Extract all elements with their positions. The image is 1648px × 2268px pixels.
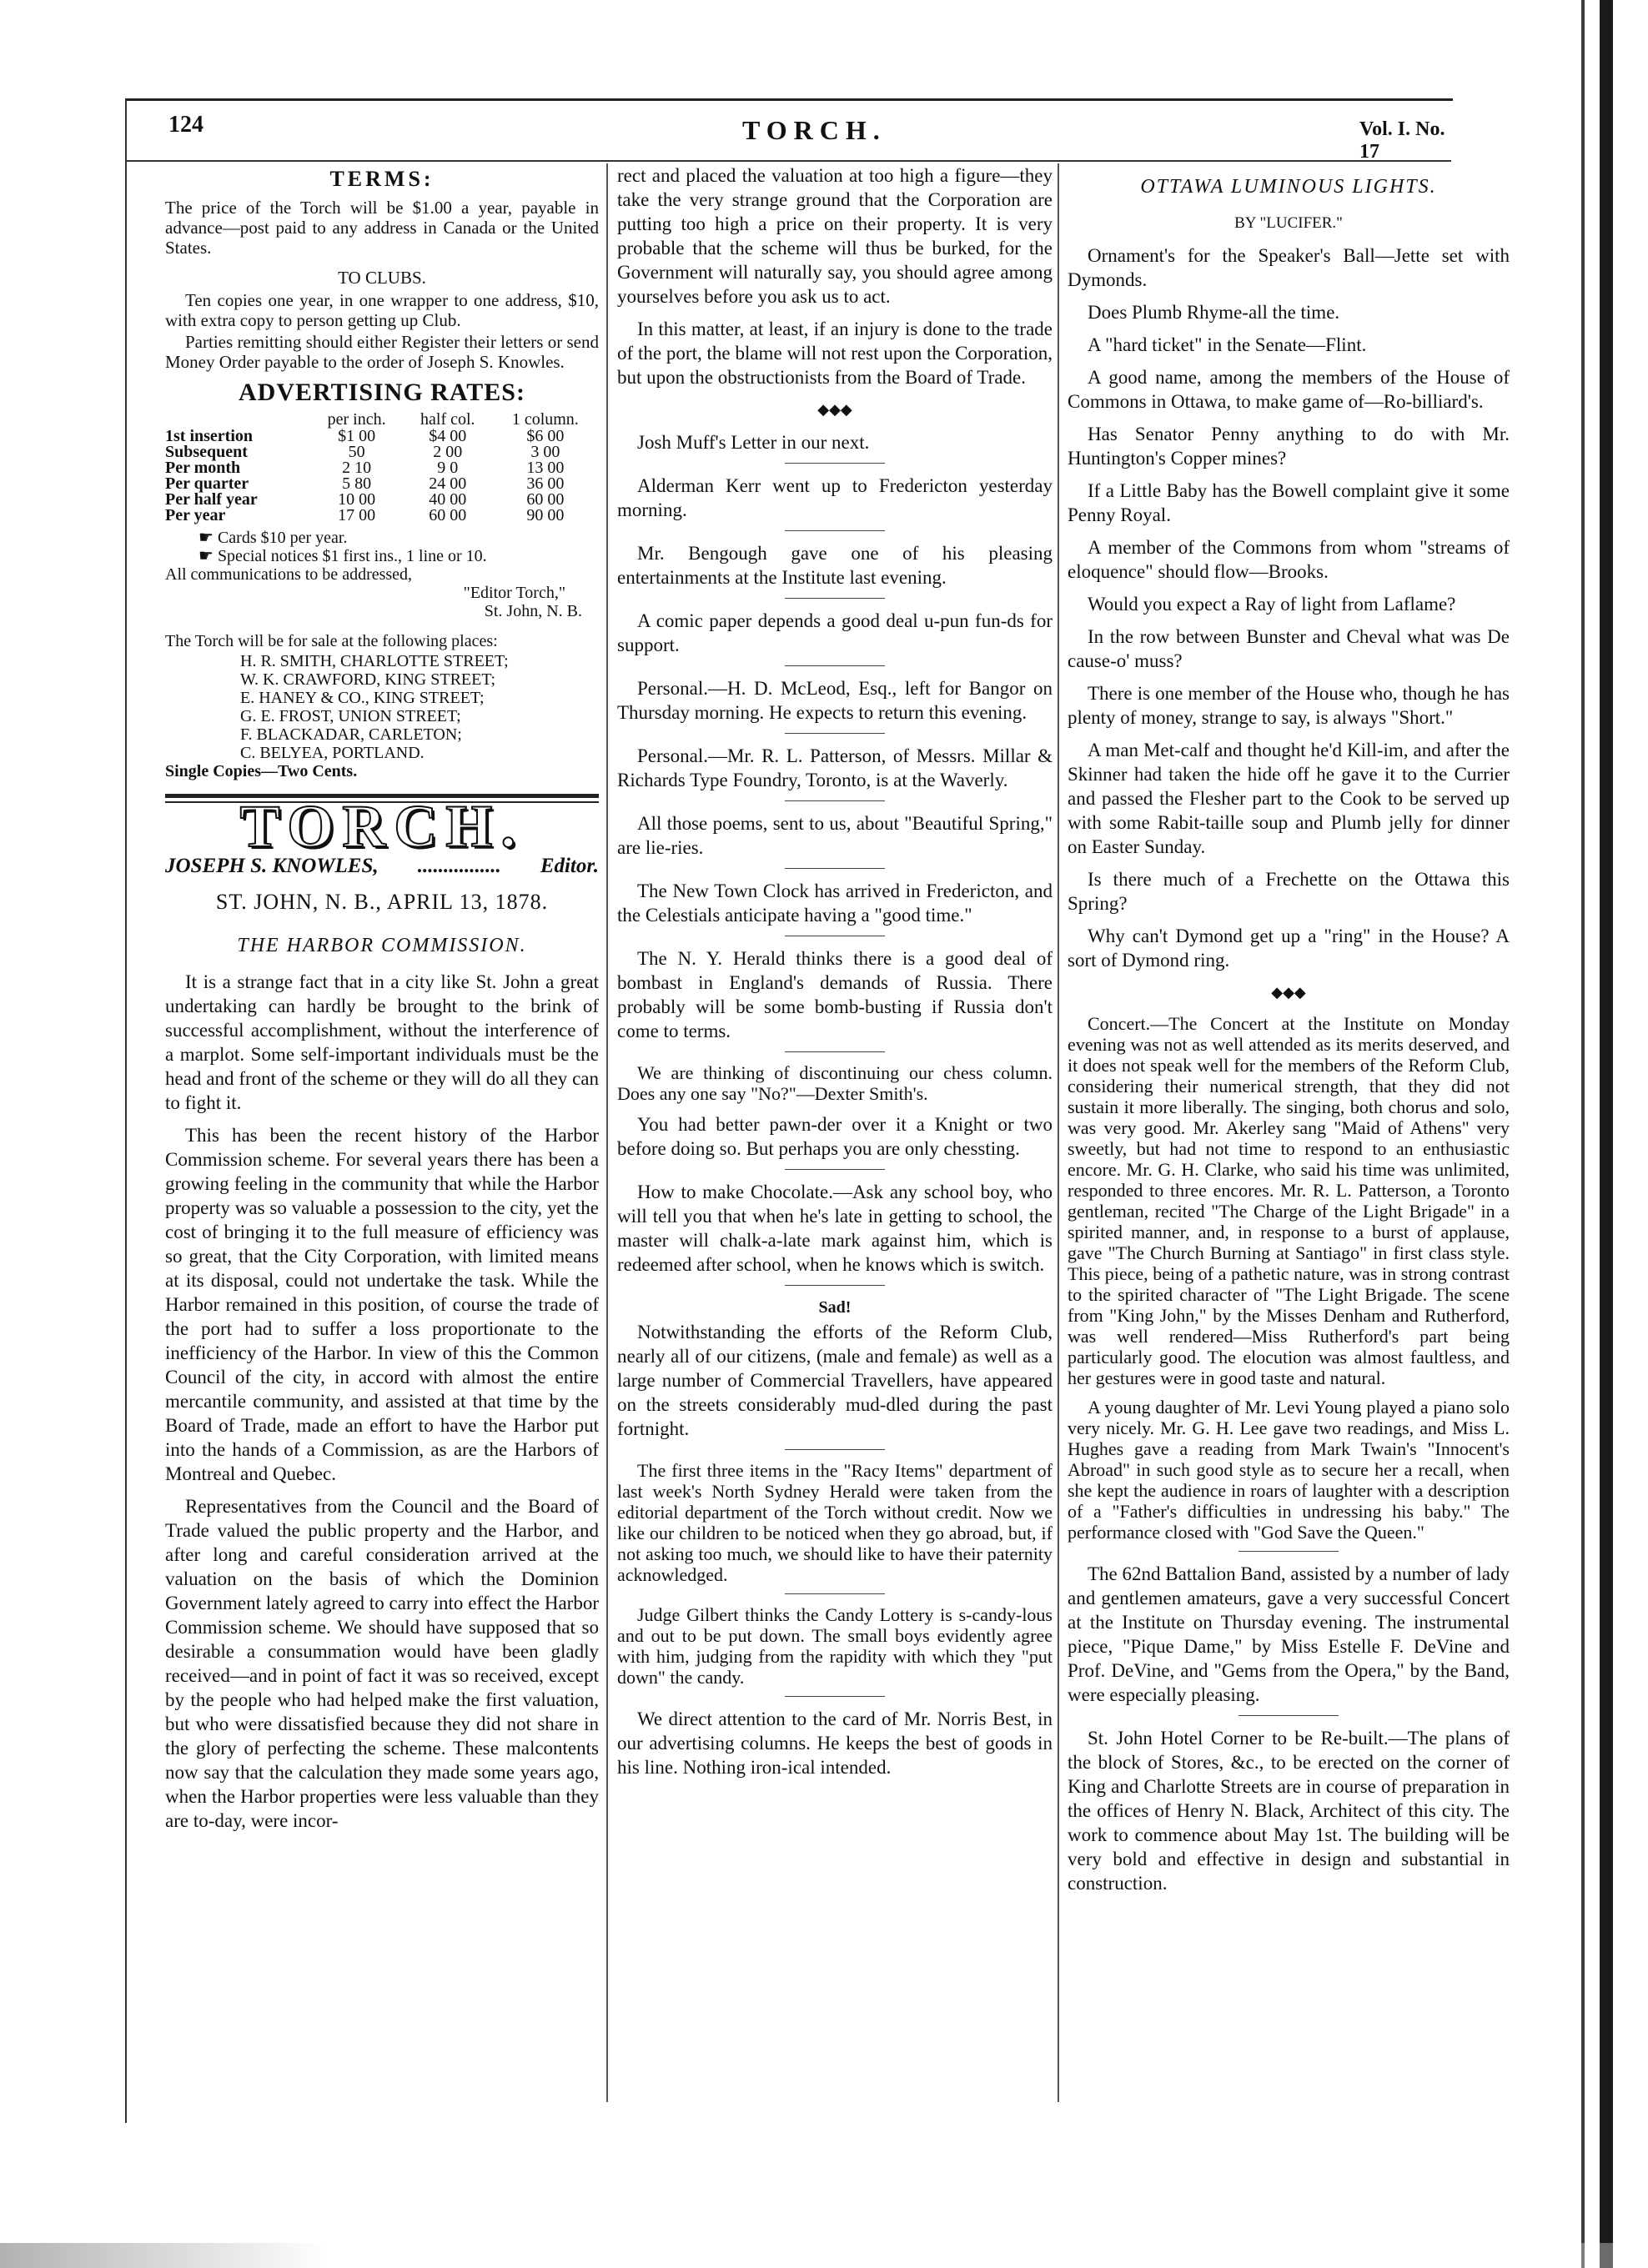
news-item: Mr. Bengough gave one of his pleasing entertainments at the Institute last evening. (617, 543, 1053, 588)
short-rule (785, 665, 885, 666)
news-item: You had better pawn-der over it a Knight or two before doing so. But perhaps you are only chessting. (617, 1114, 1053, 1159)
special-text: Special notices $1 first ins., 1 line or 10. (217, 547, 487, 565)
news-item: The first three items in the "Racy Items" department of last week's North Sydney Herald were taken from the editorial department of the Torch without credit. Now we like our children to be noticed when they go abroad, but, if not asking too much, we should like to have their paternity acknowledged. (617, 1460, 1053, 1585)
table-row: Per quarter 5 80 24 00 36 00 (165, 474, 565, 493)
list-item: A man Met-calf and thought he'd Kill-im, and after the Skinner had taken the hide off he gave it to the Currier and passed the Flesher part to the Cook to be served up with some Rabit-taille soup and Plumb jelly for dinner on Easter Sunday. (1068, 740, 1510, 857)
table-row: 1st insertion $1 00 $4 00 $6 00 (165, 427, 565, 445)
agent-list (240, 652, 599, 762)
news-item: Personal.—H. D. McLeod, Esq., left for Bangor on Thursday morning. He expects to return this evening. (617, 678, 1053, 723)
special-note: ☛ Special notices $1 first ins., 1 line or 10. (198, 547, 487, 565)
list-item: Ornament's for the Speaker's Ball—Jette set with Dymonds. (1068, 245, 1510, 290)
news-item: The N. Y. Herald thinks there is a good deal of bombast in England's demands of Russia. There probably will be some bomb-busting if Russia don't come to terms. (617, 948, 1053, 1041)
masthead: TORCH. (239, 793, 525, 860)
clubs-text: Ten copies one year, in one wrapper to one address, $10, with extra copy to person getting up Club. (165, 290, 599, 330)
paragraph: rect and placed the valuation at too high a figure—they take the very strange ground that the Corporation are putting too high a price on their property. It is very probable that the scheme will thus be burked, for the Government will naturally say, you should agree among yourselves before you ask us to act. (617, 165, 1053, 307)
table-row: Per month 2 10 9 0 13 00 (165, 459, 565, 477)
terms-title: TERMS: (329, 167, 435, 191)
news-item: All those poems, sent to us, about "Beautiful Spring," are lie-ries. (617, 813, 1053, 858)
list-item: G. E. FROST, UNION STREET; (240, 707, 461, 725)
list-item: A good name, among the members of the House of Commons in Ottawa, to make game of—Ro-billiard's. (1068, 367, 1510, 412)
paragraph: Representatives from the Council and the Board of Trade valued the public property and the Harbor, and after long and careful consideration arrived at the valuation on the basis of which the Dominion Government lately agreed to carry into effect the Harbor Commission scheme. We should have supposed that so desirable a consummation would have been gladly received—and in point of fact it was so received, except by the people who had helped make the first valuation, but who were dissatisfied because they did not share in the glory of perfecting the scheme. These malcontents now say that the calculation they made some years ago, when the Harbor properties were less valuable than they are to-day, were incor- (165, 1496, 599, 1831)
list-item: If a Little Baby has the Bowell complaint give it some Penny Royal. (1068, 480, 1510, 525)
list-item: W. K. CRAWFORD, KING STREET; (240, 670, 496, 689)
short-rule (785, 1449, 885, 1450)
list-item: E. HANEY & CO., KING STREET; (240, 689, 485, 707)
news-item: How to make Chocolate.—Ask any school boy, who will tell you that when he's late in getting to school, the master will chalk-a-late mark against him, which is redeemed after school, when he knows which is switch. (617, 1182, 1053, 1275)
rates-header (165, 411, 309, 429)
list-item: F. BLACKADAR, CARLETON; (240, 725, 462, 744)
list-item: Does Plumb Rhyme-all the time. (1088, 302, 1340, 323)
ornament-separator: ◆◆◆ (817, 401, 852, 418)
news-item: Josh Muff's Letter in our next. (637, 432, 870, 453)
news-item: We direct attention to the card of Mr. Norris Best, in our advertising columns. He keeps the best of goods in his line. Nothing iron-ical intended. (617, 1709, 1053, 1778)
short-rule (1239, 1551, 1339, 1552)
list-item: C. BELYEA, PORTLAND. (240, 744, 425, 762)
single-copies: Single Copies—Two Cents. (165, 762, 358, 780)
editor-dots: ................ (417, 855, 501, 877)
scan-smudge (0, 2243, 1648, 2268)
header-rule (125, 160, 1451, 162)
column-1 (165, 163, 599, 1841)
list-item: Has Senator Penny anything to do with Mr. Huntington's Copper mines? (1068, 424, 1510, 469)
column-rule (1058, 163, 1059, 2102)
page-edge (1600, 0, 1613, 2268)
cards-text: Cards $10 per year. (217, 529, 348, 547)
clubs-title: TO CLUBS. (338, 268, 426, 288)
list-item: Is there much of a Frechette on the Ottawa this Spring? (1068, 869, 1510, 914)
short-rule (785, 598, 885, 599)
address-2: St. John, N. B. (484, 602, 582, 620)
news-item: A comic paper depends a good deal u-pun fun-ds for support. (617, 610, 1053, 655)
remit-text: Parties remitting should either Register their letters or send Money Order payable to the order of Joseph S. Knowles. (165, 332, 599, 372)
paragraph: It is a strange fact that in a city like St. John a great undertaking can hardly be brought to the brink of successful accomplishment, without the interference of a marplot. Some self-important individuals must be the head and front of the scheme or they will do all they can to fight it. (165, 971, 599, 1113)
news-item: Judge Gilbert thinks the Candy Lottery is s-candy-lous and out to be put down. The small boys evidently agree with him, judging from the rapidity with which they "put down" the candy. (617, 1604, 1053, 1688)
address-1: "Editor Torch," (463, 584, 565, 602)
short-rule (785, 1696, 885, 1697)
table-row: Per half year 10 00 40 00 60 00 (165, 490, 565, 509)
page-edge-shadow (1581, 0, 1585, 2268)
short-rule (785, 1285, 885, 1286)
band-paragraph: The 62nd Battalion Band, assisted by a number of lady and gentlemen amateurs, gave a very successful Concert at the Institute on Thursday evening. The instrumental piece, "Pique Dame," by Miss Estelle F. DeVine and Prof. DeVine, and "Gems from the Opera," by the Band, were especially pleasing. (1068, 1563, 1510, 1705)
short-rule (1239, 1715, 1339, 1716)
list-item: Why can't Dymond get up a "ring" in the House? A sort of Dymond ring. (1068, 926, 1510, 971)
editor-name: JOSEPH S. KNOWLES, (165, 855, 379, 877)
cards-note: ☛ Cards $10 per year. (198, 529, 348, 547)
concert-paragraph: Concert.—The Concert at the Institute on Monday evening was not as well attended as its merits deserved, and it does not speak well for the members of the Reform Club, considering their numerical strength, that they did not sustain it more liberally. The singing, both chorus and solo, was very good. Mr. Akerley sang "Maid of Athens" very sweetly, but had not time to respond to an enthusiastic encore. Mr. G. H. Clarke, who said his time was unlimited, responded to three encores. Mr. R. L. Patterson, a Toronto gentleman, recited "The Charge of the Light Brigade" in a spirited manner, and, in response to a burst of applause, gave "The Church Burning at Santiago" in first class style. This piece, being of a pathetic nature, was in strong contrast to the spirited character of "The Light Brigade. The scene from "King John," by the Misses Denham and Rutherford, was well rendered—Miss Rutherford's part being particularly good. The elocution was almost faultless, and her gestures were in good taste and natural. (1068, 1013, 1510, 1388)
short-rule (785, 800, 885, 801)
ottawa-byline: BY "LUCIFER." (1234, 214, 1343, 232)
address-line: All communications to be addressed, (165, 565, 413, 584)
table-row: Per year 17 00 60 00 90 00 (165, 506, 565, 524)
ottawa-title: OTTAWA LUMINOUS LIGHTS. (1140, 176, 1437, 198)
short-rule (785, 1051, 885, 1052)
list-item: In the row between Bunster and Cheval what was De cause-o' muss? (1068, 626, 1510, 671)
news-item: Personal.—Mr. R. L. Patterson, of Messrs. Millar & Richards Type Foundry, Toronto, is at the Waverly. (617, 745, 1053, 790)
news-item: Alderman Kerr went up to Fredericton yesterday morning. (617, 475, 1053, 520)
volume-number: Vol. I. No. 17 (1359, 118, 1445, 163)
sad-title: Sad! (818, 1298, 852, 1317)
list-item: A member of the Commons from whom "streams of eloquence" should flow—Brooks. (1068, 537, 1510, 582)
list-item: A "hard ticket" in the Senate—Flint. (1088, 334, 1367, 355)
news-item: The New Town Clock has arrived in Fredericton, and the Celestials anticipate having a "good time." (617, 881, 1053, 926)
rates-header: 1 column. (511, 410, 579, 429)
paragraph: In this matter, at least, if an injury is done to the trade of the port, the blame will not rest upon the Corporation, but upon the obstructionists from the Board of Trade. (617, 319, 1053, 388)
page-number: 124 (168, 112, 203, 138)
rates-header: half col. (420, 410, 475, 429)
list-item: There is one member of the House who, though he has plenty of money, strange to say, is always "Short." (1068, 683, 1510, 728)
dateline: ST. JOHN, N. B., APRIL 13, 1878. (215, 890, 549, 914)
column-2 (617, 163, 1053, 1788)
advertising-title: ADVERTISING RATES: (239, 379, 525, 406)
short-rule (785, 530, 885, 531)
table-row: Subsequent 50 2 00 3 00 (165, 443, 560, 461)
ornament-separator: ◆◆◆ (1271, 984, 1306, 1001)
sale-intro: The Torch will be for sale at the following places: (165, 632, 498, 650)
page-header (125, 108, 1451, 163)
editor-title: Editor. (540, 855, 599, 877)
paragraph: This has been the recent history of the Harbor Commission scheme. For several years there has been a growing feeling in the community that while the Harbor property was so valuable a possession to the city, yet the cost of bringing it to the full measure of efficiency was so great, that the City Corporation, with limited means at its disposal, could not undertake the task. While the Harbor remained in this position, of course the trade of the port had to suffer a loss proportionate to the inefficiency of the Harbor. In view of this the Common Council of the city, in accord with almost the entire mercantile community, and assisted at that time by the Board of Trade, made an effort to have the Harbor put into the hands of a Commission, as are the Harbors of Montreal and Quebec. (165, 1125, 599, 1484)
rates-table (165, 411, 599, 524)
news-item: Notwithstanding the efforts of the Reform Club, nearly all of our citizens, (male and female) as well as a large number of Commercial Travellers, have appeared on the streets considerably mud-dled during the past fortnight. (617, 1322, 1053, 1439)
list-item: H. R. SMITH, CHARLOTTE STREET; (240, 652, 509, 670)
short-rule (785, 1593, 885, 1594)
news-item: We are thinking of discontinuing our chess column. Does any one say "No?"—Dexter Smith's. (617, 1062, 1053, 1104)
short-rule (785, 463, 885, 464)
terms-price: The price of the Torch will be $1.00 a year, payable in advance—post paid to any address in Canada or the United States. (165, 198, 599, 258)
column-rule (606, 163, 608, 2102)
concert-paragraph: A young daughter of Mr. Levi Young played a piano solo very nicely. Mr. G. H. Lee gave two readings, and Miss L. Hughes gave a reading from Mark Twain's "Innocent's Abroad" in such good style as to secure her a recall, when she kept the audience in roars of laughter with a description of a "Father's difficulties in undressing his baby." The performance closed with "God Save the Queen." (1068, 1397, 1510, 1543)
short-rule (785, 1169, 885, 1170)
list-item: Would you expect a Ray of light from Laflame? (1088, 594, 1456, 615)
column-3 (1068, 163, 1510, 1904)
running-title: TORCH. (742, 115, 887, 145)
rates-header: per inch. (327, 410, 386, 429)
hotel-paragraph: St. John Hotel Corner to be Re-built.—The plans of the block of Stores, &c., to be erected on the corner of King and Charlotte Streets are in course of preparation in the offices of Henry N. Black, Architect of this city. The work to commence about May 1st. The building will be very bold and effective in design and substantial in construction. (1068, 1728, 1510, 1894)
article-title: THE HARBOR COMMISSION. (237, 935, 527, 956)
short-rule (785, 733, 885, 734)
short-rule (785, 868, 885, 869)
